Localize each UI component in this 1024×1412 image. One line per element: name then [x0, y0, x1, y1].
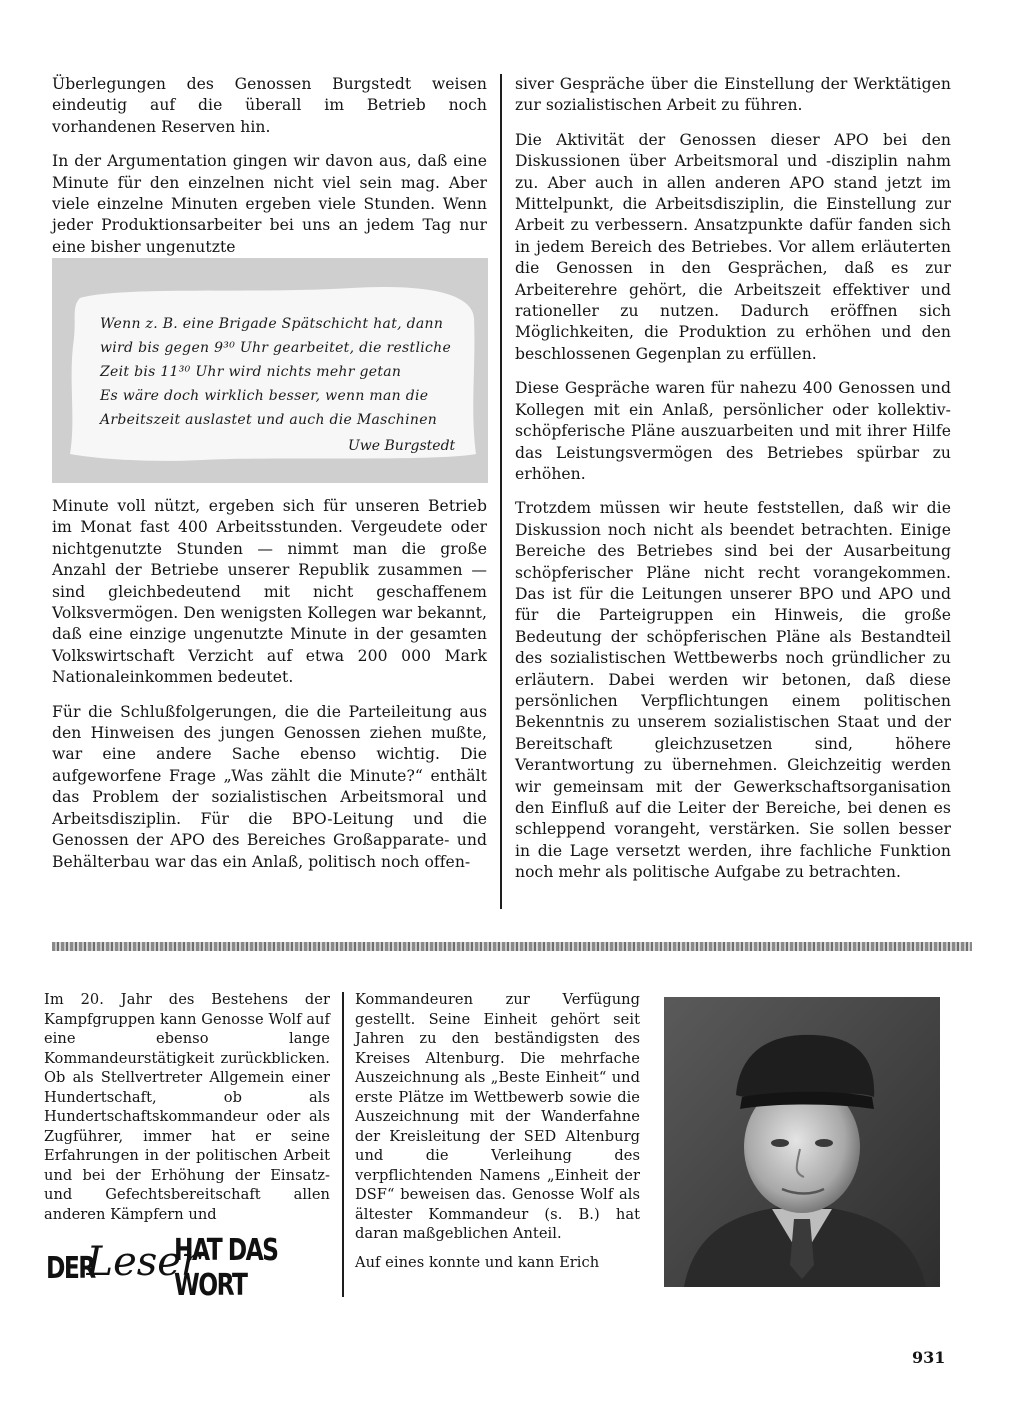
- paragraph: Die Aktivität der Genossen dieser APO bei den Diskussionen über Arbeitsmoral und -disziplin nahm zu. Aber auch in allen anderen APO stand jetzt im Mittelpunkt, die Arbeitsdisziplin, die Einstellung zur Arbeit zu verbessern. Ansatzpunkte dafür fanden sich in jedem Bereich des Betriebes. Vor allem erläuterten die Genossen in den Gesprächen, daß es zur Arbeiterehre gehört, die Arbeitszeit effektiver und rationeller zu nutzen. Dadurch eröffnen sich Möglichkeiten, die Produktion zu erhöhen und den beschlossenen Gegenplan zu erfüllen.: [515, 130, 951, 363]
- paragraph: Diese Gespräche waren für nahezu 400 Genossen und Kollegen mit ein Anlaß, persönlicher oder kollektiv-schöpferische Pläne auszuarbeiten und mit ihrer Hilfe das Leistungsvermögen des Betriebes spürbar zu erhöhen.: [515, 379, 951, 483]
- note-line: Arbeitszeit auslastet und auch die Maschinen: [100, 412, 438, 428]
- note-line: Wenn z. B. eine Brigade Spätschicht hat, dann: [100, 316, 444, 332]
- section-masthead: [46, 1233, 336, 1303]
- feature-column-1: [44, 990, 330, 1233]
- paragraph: Kommandeuren zur Verfügung gestellt. Seine Einheit gehört seit Jahren zu den beständigsten des Kreises Altenburg. Die mehrfache Auszeichnung als „Beste Einheit“ und erste Plätze im Wettbewerb sowie die Auszeichnung mit der Wanderfahne der Kreisleitung der SED Altenburg und die Verleihung des verpflichtenden Namens „Einheit der DSF“ beweisen das. Genosse Wolf als ältester Kommandeur (s. B.) hat daran maßgeblichen Anteil.: [355, 991, 640, 1242]
- note-line: wird bis gegen 9³⁰ Uhr gearbeitet, die restliche: [100, 340, 452, 356]
- note-line: Zeit bis 11³⁰ Uhr wird nichts mehr getan: [100, 364, 402, 380]
- column-divider: [342, 992, 344, 1297]
- feature-column-2: [355, 990, 640, 1281]
- paragraph: Trotzdem müssen wir heute feststellen, daß wir die Diskussion noch nicht als beendet betrachten. Einige Bereiche des Betriebes sind bei der Ausarbeitung schöpferischer Pläne nicht recht vorangekommen. Das ist für die Leitungen unserer BPO und APO und für die Parteigruppen ein Hinweis, die große Bedeutung der schöpferischen Pläne als Bestandteil des sozialistischen Wettbewerbs noch gründlicher zu erläutern. Dabei werden wir betonen, daß diese persönlichen Verpflichtungen einem politischen Bekenntnis zu unserem sozialistischen Staat und der Bereitschaft gleichzusetzen sind, höhere Verantwortung zu übernehmen. Gleichzeitig werden wir gemeinsam mit der Gewerkschaftsorganisation den Einfluß auf die Leiter der Bereiche, bei denen es schleppend vorangeht, verstärken. Sie sollen besser in die Lage versetzt werden, ihre fachliche Funktion noch mehr als politische Aufgabe zu betrachten.: [515, 499, 951, 882]
- article-column-left-top: [52, 74, 487, 271]
- paragraph: siver Gespräche über die Einstellung der Werktätigen zur sozialistischen Arbeit zu führen.: [515, 75, 951, 115]
- note-line: Es wäre doch wirklich besser, wenn man die: [100, 388, 429, 404]
- masthead-leser: Leser: [86, 1239, 201, 1285]
- handwritten-note-image: [52, 258, 488, 483]
- paragraph: Für die Schlußfolgerungen, die die Parteileitung aus den Hinweisen des jungen Genossen ziehen mußte, war eine andere Sache ebenso wichtig. Die aufgeworfene Frage „Was zählt die Minute?“ enthält das Problem der sozialistischen Arbeitsmoral und Arbeitsdisziplin. Für die BPO-Leitung und die Genossen der APO des Bereiches Großapparate- und Behälterbau war das ein Anlaß, politisch noch offen-: [52, 702, 487, 871]
- portrait-illustration: [664, 997, 940, 1287]
- paragraph: Minute voll nützt, ergeben sich für unseren Betrieb im Monat fast 400 Arbeitsstunden. Vergeudete oder nichtgenutzte Stunden — nimmt man die große Anzahl der Betriebe unserer Republik zusammen — sind gleichbedeutend mit nicht geschaffenem Volksvermögen. Den wenigsten Kollegen war bekannt, daß eine einzige ungenutzte Minute in der gesamten Volkswirtschaft Verzicht auf etwa 200 000 Mark Nationaleinkommen bedeutet.: [52, 497, 487, 687]
- page-number: 931: [912, 1348, 946, 1367]
- masthead-der: DER: [46, 1250, 95, 1286]
- paragraph: Im 20. Jahr des Bestehens der Kampfgruppen kann Genosse Wolf auf eine ebenso lange Kommandeurstätigkeit zurückblicken. Ob als Stellvertreter Allgemein einer Hundertschaft, ob als Hundertschaftskommandeur oder als Zugführer, immer hat er seine Erfahrungen in der politischen Arbeit und bei der Erhöhung der Einsatz- und Gefechtsbereitschaft allen anderen Kämpfern und: [44, 991, 330, 1223]
- portrait-photo: [664, 997, 940, 1287]
- note-signature: Uwe Burgstedt: [348, 438, 456, 454]
- article-column-right: [515, 74, 951, 897]
- article-column-left-bottom: [52, 496, 487, 886]
- section-separator: [52, 942, 972, 951]
- paragraph: In der Argumentation gingen wir davon aus, daß eine Minute für den einzelnen nicht viel sein mag. Aber viele einzelne Minuten ergeben viele Stunden. Wenn jeder Produktionsarbeiter bei uns an jedem Tag nur eine bisher ungenutzte: [52, 152, 487, 256]
- paragraph: Auf eines konnte und kann Erich: [355, 1253, 600, 1271]
- paragraph: Überlegungen des Genossen Burgstedt weisen eindeutig auf die überall im Betrieb noch vorhandenen Reserven hin.: [52, 75, 487, 136]
- column-divider: [500, 74, 502, 909]
- masthead-hat-das-wort: HAT DAS WORT: [174, 1233, 278, 1303]
